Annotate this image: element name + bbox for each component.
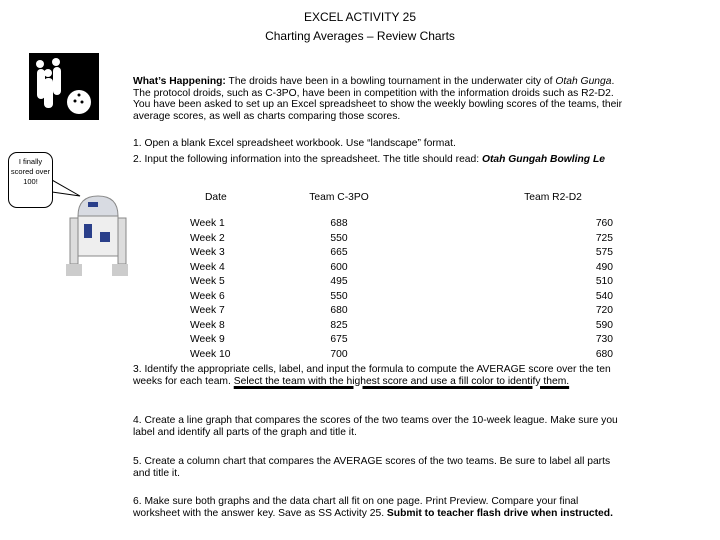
spreadsheet-title: Otah Gungah Bowling Le xyxy=(481,154,605,165)
row-date: Week 2 xyxy=(190,232,225,244)
table-row xyxy=(133,276,613,290)
step-6-bold: Submit to teacher flash drive when instructed. xyxy=(386,507,613,519)
row-c3po-score: 680 xyxy=(330,305,348,316)
row-c3po-score: 675 xyxy=(330,334,348,345)
row-c3po-score: 665 xyxy=(330,247,348,258)
step-3-text: 3. Identify the appropriate cells, label, and input the formula to compute the AVERAGE score over the ten weeks for each team. xyxy=(133,364,611,387)
intro-text-2: . The protocol droids, such as C-3PO, have been in competition with the information droids such as R2-D2. You have been asked to set up an Excel spreadsheet to show the weekly bowling scores of the teams, their average scores, as well as charts comparing those scores. xyxy=(133,76,623,122)
row-c3po-score: 550 xyxy=(330,232,348,244)
row-r2d2-score: 590 xyxy=(595,319,613,331)
row-date: Week 8 xyxy=(190,319,225,331)
table-row xyxy=(133,305,613,319)
row-r2d2-score: 510 xyxy=(595,276,613,287)
header-date: Date xyxy=(205,192,227,203)
row-c3po-score: 688 xyxy=(330,218,348,229)
step-6-text: 6. Make sure both graphs and the data chart all fit on one page. Print Preview. Compare your final worksheet with the answer key. Save as SS Activity 25. xyxy=(133,496,579,519)
row-date: Week 1 xyxy=(190,218,225,229)
table-row xyxy=(133,334,613,348)
table-row xyxy=(133,291,613,305)
row-date: Week 4 xyxy=(190,261,225,273)
intro-label: What’s Happening: xyxy=(133,76,226,87)
row-r2d2-score: 540 xyxy=(595,290,613,302)
row-date: Week 5 xyxy=(190,276,225,287)
intro-place: Otah Gunga xyxy=(555,76,612,87)
row-r2d2-score: 680 xyxy=(595,348,613,360)
row-c3po-score: 825 xyxy=(330,319,348,331)
row-r2d2-score: 575 xyxy=(595,247,613,258)
step-2-text: 2. Input the following information into the spreadsheet. The title should read: xyxy=(133,154,482,165)
row-c3po-score: 700 xyxy=(330,348,348,360)
table-header xyxy=(133,192,613,206)
step-4: 4. Create a line graph that compares the scores of the two teams over the 10-week league. Make sure you label and identify all parts of the graph and title it. xyxy=(133,415,618,438)
bowling-clipart xyxy=(29,53,99,120)
row-date: Week 6 xyxy=(190,290,225,302)
intro-paragraph xyxy=(133,76,623,122)
speech-bubble: I finally scored over 100! xyxy=(8,152,53,208)
header-c3po: Team C-3PO xyxy=(309,192,369,203)
header-r2d2: Team R2-D2 xyxy=(524,192,582,203)
table-row xyxy=(133,218,613,232)
table-row xyxy=(133,233,613,247)
step-3-highlight: Select the team with the highest score and use a fill color to identify them. xyxy=(233,375,570,387)
row-r2d2-score: 730 xyxy=(595,334,613,345)
r2d2-clipart xyxy=(66,192,128,287)
step-3 xyxy=(133,364,623,387)
table-row xyxy=(133,320,613,334)
row-date: Week 7 xyxy=(190,305,225,316)
step-5: 5. Create a column chart that compares the AVERAGE scores of the two teams. Be sure to label all parts and title it. xyxy=(133,456,611,479)
row-r2d2-score: 725 xyxy=(595,232,613,244)
step-1: 1. Open a blank Excel spreadsheet workbook. Use “landscape” format. xyxy=(133,138,456,149)
document-title: EXCEL ACTIVITY 25 xyxy=(303,10,417,24)
row-date: Week 3 xyxy=(190,247,225,258)
table-row xyxy=(133,247,613,261)
row-r2d2-score: 720 xyxy=(595,305,613,316)
step-2 xyxy=(133,154,623,166)
intro-text: The droids have been in a bowling tournament in the underwater city of xyxy=(225,76,556,87)
row-date: Week 10 xyxy=(190,348,231,360)
document-subtitle: Charting Averages – Review Charts xyxy=(265,29,455,43)
row-r2d2-score: 490 xyxy=(595,261,613,273)
table-row xyxy=(133,262,613,276)
row-c3po-score: 600 xyxy=(330,261,348,273)
step-6 xyxy=(133,496,623,519)
row-c3po-score: 550 xyxy=(330,290,348,302)
row-date: Week 9 xyxy=(190,334,225,345)
table-row xyxy=(133,349,613,363)
row-c3po-score: 495 xyxy=(330,276,348,287)
row-r2d2-score: 760 xyxy=(595,218,613,229)
